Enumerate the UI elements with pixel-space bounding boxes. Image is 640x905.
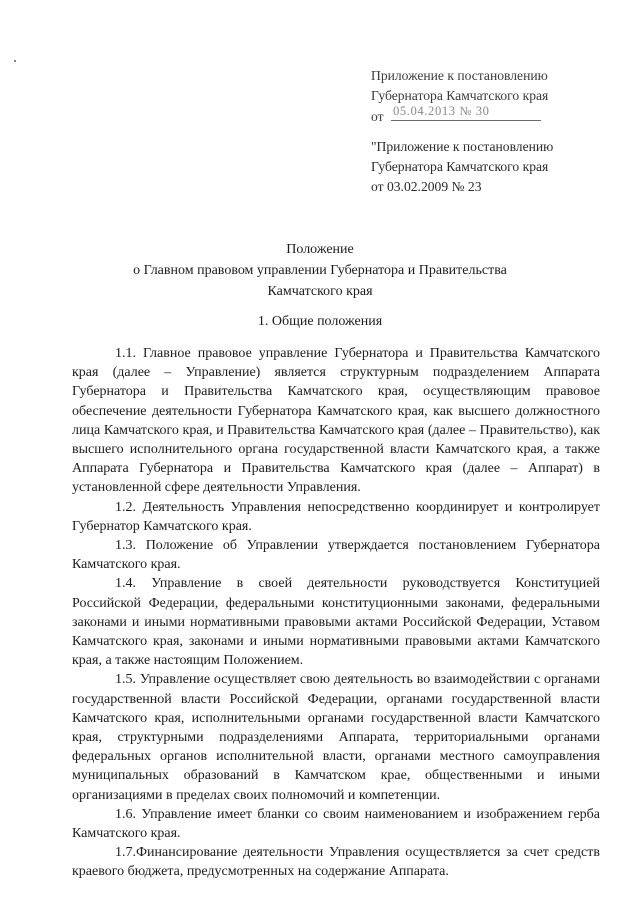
paragraph: 1.7.Финансирование деятельности Управления осуществляется за счет средств краевого бюджета, предусмотренных на содержание Аппарата. <box>72 845 600 880</box>
approval-stamp-header <box>371 66 611 127</box>
paragraph: 1.6. Управление имеет бланки со своим наименованием и изображением герба Камчатского края. <box>72 806 600 842</box>
header-line-date <box>371 106 611 127</box>
date-number-stamp: 05.04.2013 № 30 <box>392 104 490 118</box>
title-line: Камчатского края <box>267 284 373 299</box>
paragraph: 1.2. Деятельность Управления непосредственно координирует и контролирует Губернатор Камчатского края. <box>72 499 600 534</box>
document-title <box>0 239 640 302</box>
section-heading: 1. Общие положения <box>257 314 383 329</box>
scan-speck <box>14 60 16 62</box>
date-prefix: от <box>371 109 384 124</box>
paragraph: 1.4. Управление в своей деятельности руководствуется Конституцией Российской Федерации, федеральными конституционными законами, федеральными законами и иными нормативными правовыми актами Российской Федерации, Уставом Камчатского края, законами и иными нормативными правовыми актами Камчатского края, а также настоящим Положением. <box>72 576 600 669</box>
header-line: Губернатора Камчатского края <box>371 88 549 103</box>
paragraph: 1.5. Управление осуществляет свою деятельность во взаимодействии с органами государственной власти Российской Федерации, органами государственной власти Камчатского края, исполнительными органами государственной власти Камчатского края, структурными подразделениями Аппарата, территориальными органами федеральных органов исполнительной власти, органами местного самоуправления муниципальных образований в Камчатском крае, общественными и иными организациями в пределах своих полномочий и компетенции. <box>72 672 600 803</box>
header-line: "Приложение к постановлению <box>371 139 554 154</box>
date-underline <box>391 106 541 121</box>
header-line: Приложение к постановлению <box>371 68 548 83</box>
title-line: о Главном правовом управлении Губернатора и Правительства <box>133 263 507 278</box>
title-line: Положение <box>286 242 354 257</box>
original-appendix-header <box>371 137 611 197</box>
paragraph: 1.3. Положение об Управлении утверждается постановлением Губернатора Камчатского края. <box>72 538 600 573</box>
header-line: от 03.02.2009 № 23 <box>371 179 482 194</box>
header-line: Губернатора Камчатского края <box>371 159 549 174</box>
body-text <box>72 344 600 882</box>
paragraph: 1.1. Главное правовое управление Губернатора и Правительства Камчатского края (далее – Управление) является структурным подразделением Аппарата Губернатора и Правительства Камчатского края, осуществляющим правовое обеспечение деятельности Губернатора Камчатского края, как высшего должностного лица Камчатского края, и Правительства Камчатского края (далее – Правительство), как высшего исполнительного органа государственной власти Камчатского края, а также Аппарата Губернатора и Правительства Камчатского края (далее – Аппарат) в установленной сфере деятельности Управления. <box>72 346 600 496</box>
